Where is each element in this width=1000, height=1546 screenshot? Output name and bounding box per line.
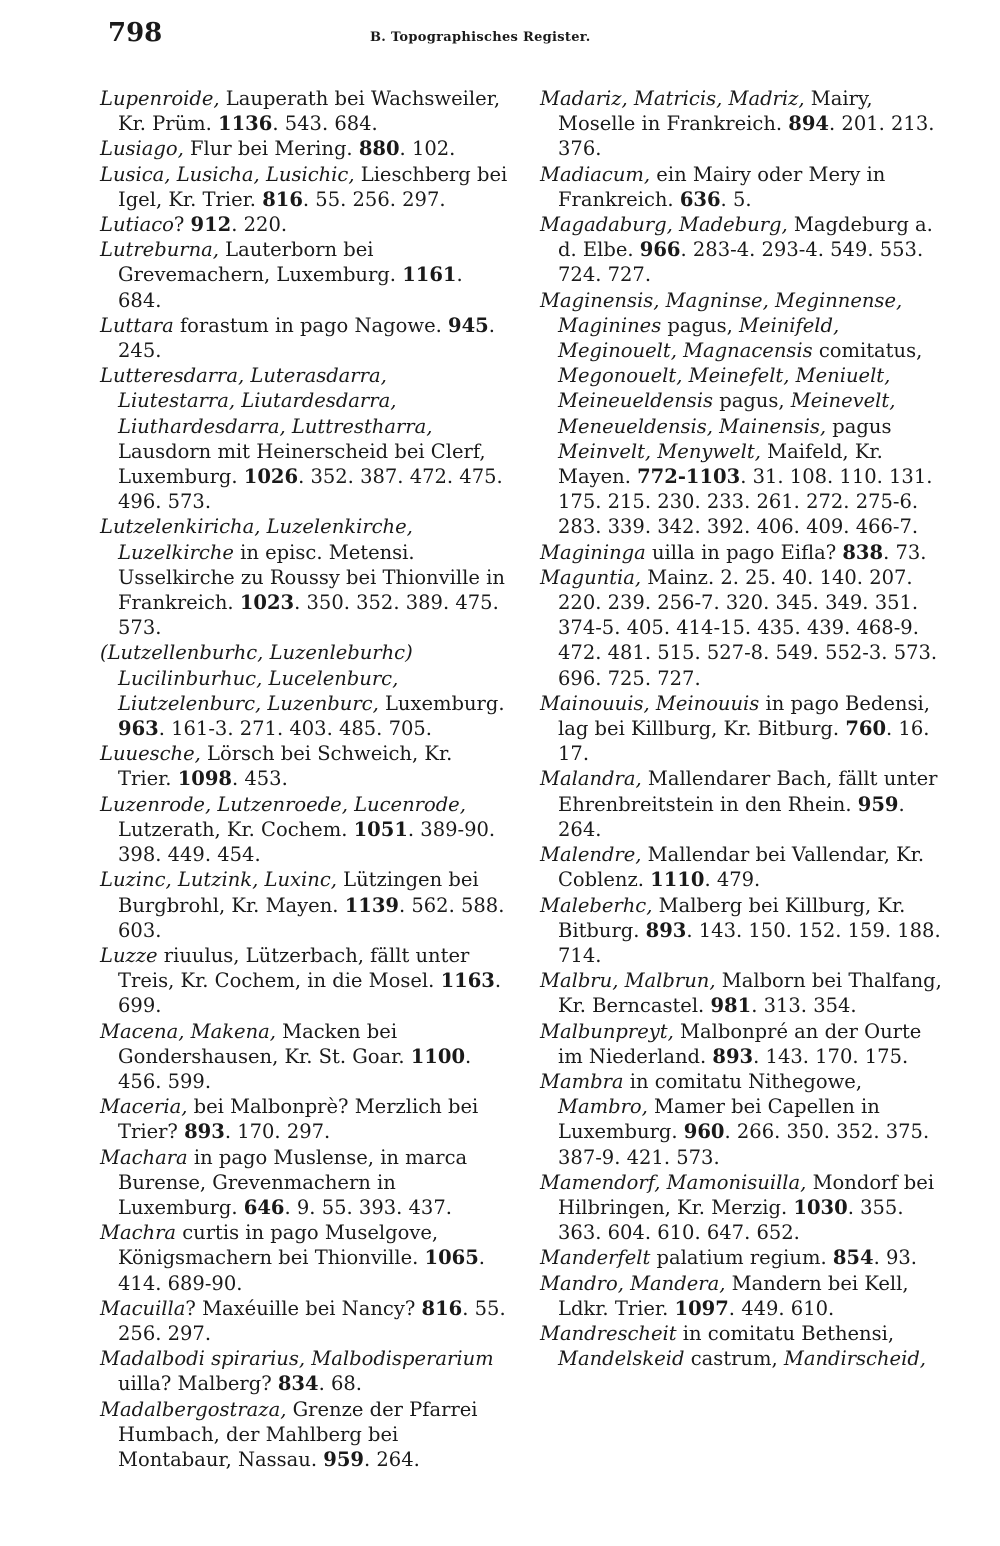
entry-text: . 245. [118,313,495,363]
register-entry [540,540,950,565]
place-name: Meinevelt, Meneueldensis, Mainensis, [558,389,896,438]
register-entry [100,136,510,161]
entry-text: . 414. 689-90. [118,1246,485,1295]
entry-text: Malborn bei Thalfang, Kr. Berncastel. [558,969,942,1018]
place-name: Maginensis, Magninse, Meginnense, Maginines [540,288,903,337]
place-name: Magadaburg, Madeburg, [540,213,788,237]
entry-text: . 55. 256. 297. [118,1296,506,1345]
entry-text: Mandern bei Kell, Ldkr. Trier. [558,1271,909,1320]
document-number: 1026 [243,465,299,489]
document-number: 894 [788,112,830,136]
entry-text: uilla in pago Eifla? [645,540,843,564]
entry-text: Luxemburg. [378,691,505,715]
entry-text: Mamer bei Capellen in Luxemburg. [558,1095,880,1144]
document-number: 854 [832,1246,874,1270]
register-entry [100,1094,510,1144]
place-name: Maceria, [100,1095,188,1119]
entry-text: . 170. 297. [224,1120,331,1144]
entry-text: . 93. [873,1246,917,1270]
entry-text: . 161-3. 271. 403. 485. 705. [158,717,432,741]
document-number: 838 [842,540,884,564]
entry-text: . 9. 55. 393. 437. [284,1195,452,1219]
entry-text: . 143. 170. 175. [753,1044,909,1068]
entry-text: riuulus, Lützerbach, fällt unter Treis, Kr. Cochem, in die Mosel. [118,943,470,993]
entry-text: Lutzerath, Kr. Cochem. [118,817,354,841]
register-entry [540,893,950,969]
document-number: 1163 [440,969,495,993]
entry-text: palatium regium. [650,1246,833,1270]
entry-text: . 543. 684. [272,112,378,136]
entry-text: . 562. 588. 603. [118,893,505,942]
document-number: 963 [118,717,159,741]
register-entry [100,867,510,943]
entry-text: . 283-4. 293-4. 549. 553. 724. 727. [558,238,924,287]
entry-text: bei Malbonprè? Merzlich bei Trier? [118,1095,479,1144]
document-number: 1097 [674,1296,729,1320]
register-entry [540,86,950,162]
document-number: 760 [845,717,887,741]
register-entry [100,237,510,313]
entry-text: Macken bei Gondershausen, Kr. St. Goar. [118,1019,411,1068]
register-entry [540,162,950,212]
register-entry [540,691,950,767]
entry-text: in comitatu Bethensi, [676,1321,895,1345]
register-entry [540,1271,950,1321]
entry-text: forastum in pago Nagowe. [173,313,449,337]
entry-text: ? Maxéuille bei Nancy? [185,1296,422,1320]
entry-text: uilla? Malberg? [118,1372,278,1396]
document-number: 945 [448,313,489,337]
place-name: Malandra, [540,767,642,791]
entry-text: . 31. 108. 110. 131. 175. 215. 230. 233. 261. 272. 275-6. 283. 339. 342. 392. 406. 409. 466-7. [558,465,933,539]
place-name: (Lutzellenburhc, Luzenleburhc) Lucilinburhuc, Lucelenburc, Liutzelenburc, Luzenburc, [100,641,413,715]
place-name: Lusica, Lusicha, Lusichic, [100,162,355,186]
place-name: Madalbergostraza, [100,1397,287,1421]
entry-text: . 220. [231,213,288,237]
document-number: 1023 [239,591,295,615]
entry-text: in pago Muslense, in marca Burense, Grevenmachern in Luxemburg. [118,1145,468,1219]
register-entry [100,1145,510,1221]
place-name: Macuilla [100,1296,186,1320]
entry-text: . 102. [399,137,456,161]
document-number: 912 [190,213,232,237]
register-entry [540,1245,950,1270]
document-number: 1051 [353,817,408,841]
document-number: 1161 [402,263,457,287]
place-name: Megonouelt, Meinefelt, Meniuelt, Meineueldensis [558,364,891,413]
register-entry [100,1296,510,1346]
entry-text: ? [173,213,191,237]
register-entry [540,212,950,288]
register-entry [540,1019,950,1069]
document-number: 960 [683,1120,725,1144]
place-name: Luuesche, [100,742,201,766]
register-entry [540,288,950,540]
register-entry [100,640,510,741]
entry-text: . 55. 256. 297. [302,187,446,211]
entry-text: in pago Bedensi, lag bei Killburg, Kr. Bitburg. [558,691,930,741]
entry-text: . 350. 352. 389. 475. 573. [118,591,499,640]
register-entry [100,162,510,212]
register-entry [540,565,950,691]
document-number: 816 [262,187,303,211]
entry-text: Mairy, Moselle in Frankreich. [558,87,873,136]
entry-text: . 313. 354. [751,994,857,1018]
register-entry [540,766,950,842]
entry-text: . 73. [883,540,927,564]
place-name: Luttara [100,313,174,337]
entry-text: curtis in pago Muselgove, Königsmachern bei Thionville. [118,1221,439,1270]
entry-text: . 5. [720,187,752,211]
place-name: Malendre, [540,843,642,867]
place-name: Mamendorf, Mamonisuilla, [540,1170,807,1194]
place-name: Manderfelt [540,1246,651,1270]
document-number: 1110 [650,868,705,892]
entry-text: Lauperath bei Wachsweiler, Kr. Prüm. [118,87,501,136]
register-entry [100,1019,510,1095]
place-name: Mainouuis, Meinouuis [540,691,760,715]
right-column [540,86,950,1371]
register-entry [540,1321,950,1371]
place-name: Mambra [540,1069,624,1093]
entry-text: pagus, [713,389,791,413]
entry-text: . 201. 213. 376. [558,112,935,161]
document-number: 893 [712,1044,754,1068]
entry-text: Malberg bei Killburg, Kr. Bitburg. [558,893,906,942]
entry-text: . 684. [118,263,463,312]
entry-text: Mainz. 2. 25. 40. 140. 207. 220. 239. 256-7. 320. 345. 349. 351. 374-5. 405. 414-15. 435. 439. 468-9. 472. 481. 515. 527-8. 549. 552-3. 573. 696. 725. 727. [558,565,938,690]
entry-text: comitatus, [812,339,923,363]
place-name: Lupenroide, [100,87,220,110]
entry-text: . 456. 599. [118,1044,472,1093]
place-name: Lutteresdarra, Luterasdarra, Liutestarra, Liutardesdarra, Liuthardesdarra, Luttrestharra, [100,364,433,438]
register-entry [540,1170,950,1246]
register-entry [100,514,510,640]
place-name: Mambro, [558,1095,648,1119]
place-name: Luzenrode, Lutzenroede, Lucenrode, [100,792,466,816]
entry-text: Magdeburg a. d. Elbe. [558,213,933,262]
place-name: Macena, Makena, [100,1019,276,1043]
place-name: Meinifeld, Meginouelt, Magnacensis [558,313,840,363]
entry-text: . 266. 350. 352. 375. 387-9. 421. 573. [558,1120,930,1169]
place-name: Luzinc, Lutzink, Luxinc, [100,868,337,892]
place-name: Malbunpreyt, [540,1019,674,1043]
place-name: Madariz, Matricis, Madriz, [540,87,805,110]
place-name: Mandro, Mandera, [540,1271,726,1295]
register-entry [100,943,510,1019]
place-name: Lutzelenkiricha, Luzelenkirche, Luzelkirche [100,515,413,564]
place-name: Malbru, Malbrun, [540,969,716,993]
entry-text: . 352. 387. 472. 475. 496. 573. [118,465,503,514]
entry-text: Lieschberg bei Igel, Kr. Trier. [118,162,508,211]
document-number: 772-1103 [637,465,741,489]
entry-text: in episc. Metensi. Usselkirche zu Roussy bei Thionville in Frankreich. [118,540,505,615]
document-number: 1139 [344,893,399,917]
register-entry [100,313,510,363]
place-name: Luzze [100,943,158,967]
place-name: Machra [100,1221,177,1245]
document-number: 636 [679,187,721,211]
place-name: Magininga [540,540,646,564]
entry-text: . 264. [558,792,905,841]
entry-text: pagus, [661,313,739,337]
document-number: 1098 [177,767,232,791]
place-name: Meinvelt, Menywelt, [558,439,761,463]
register-entry [100,1346,510,1396]
document-number: 1136 [218,112,273,136]
entry-text: . 68. [318,1372,362,1396]
place-name: Mandrescheit [540,1321,677,1345]
place-name: Madiacum, [540,162,651,186]
entry-text: Lörsch bei Schweich, Kr. Trier. [118,742,453,791]
register-entry [100,792,510,868]
register-entry [100,1397,510,1473]
entry-text: . 699. [118,969,502,1018]
place-name: Maguntia, [540,565,642,589]
entry-text: Grenze der Pfarrei Humbach, der Mahlberg bei Montabaur, Nassau. [118,1397,478,1471]
document-number: 816 [421,1296,463,1320]
document-number: 1030 [793,1195,848,1219]
entry-text: . 16. 17. [558,717,930,766]
register-entry [540,1069,950,1170]
entry-text: . 264. [363,1447,420,1471]
entry-text: Mallendar bei Vallendar, Kr. Coblenz. [558,843,925,892]
document-number: 893 [184,1120,225,1144]
entry-text: Lausdorn mit Heinerscheid bei Clerf, Luxemburg. [118,439,486,489]
register-entry [100,86,510,136]
page-number: 798 [108,18,163,48]
place-name: Lutreburna, [100,238,219,262]
entry-text: . 355. 363. 604. 610. 647. 652. [558,1195,904,1245]
document-number: 1065 [424,1246,479,1270]
entry-text: . 449. 610. [728,1296,835,1320]
entry-text: Mallendarer Bach, fällt unter Ehrenbreitstein in den Rhein. [558,767,938,816]
running-title: B. Topographisches Register. [370,30,591,45]
document-number: 966 [639,238,681,262]
entry-text: Flur bei Mering. [183,137,359,161]
register-entry [100,741,510,791]
place-name: Mandelskeid [558,1347,685,1371]
document-number: 893 [645,918,687,942]
place-name: Maleberhc, [540,893,653,917]
document-number: 646 [243,1195,285,1219]
entry-text: Lauterborn bei Grevemachern, Luxemburg. [118,238,403,287]
place-name: Mandirscheid, [783,1347,926,1371]
entry-text: ein Mairy oder Mery in Frankreich. [558,162,886,211]
entry-text: . 453. [231,767,288,791]
entry-text: in comitatu Nithegowe, [623,1069,863,1093]
entry-text: Maifeld, Kr. Mayen. [558,439,883,489]
left-column [100,86,510,1472]
register-entry [100,363,510,514]
entry-text: Mondorf bei Hilbringen, Kr. Merzig. [558,1170,935,1219]
register-entry [540,842,950,892]
place-name: Lutiaco [100,213,174,237]
entry-text: . 389-90. 398. 449. 454. [118,817,496,867]
place-name: Machara [100,1145,188,1169]
entry-text: Lützingen bei Burgbrohl, Kr. Mayen. [118,868,479,917]
entry-text: castrum, [684,1347,784,1371]
document-number: 1100 [410,1044,466,1068]
register-entry [100,1220,510,1296]
register-entry [540,968,950,1018]
register-entry [100,212,510,237]
document-number: 981 [710,994,752,1018]
entry-text: pagus [826,414,892,438]
document-number: 880 [358,137,400,161]
place-name: Lusiago, [100,137,184,161]
entry-text: Malbonpré an der Ourte im Niederland. [558,1019,922,1068]
place-name: Madalbodi spirarius, Malbodisperarium [100,1347,494,1371]
document-number: 834 [277,1372,319,1396]
document-number: 959 [323,1447,364,1471]
entry-text: . 479. [704,868,761,892]
entry-text: . 143. 150. 152. 159. 188. 714. [558,918,941,967]
document-number: 959 [857,792,899,816]
